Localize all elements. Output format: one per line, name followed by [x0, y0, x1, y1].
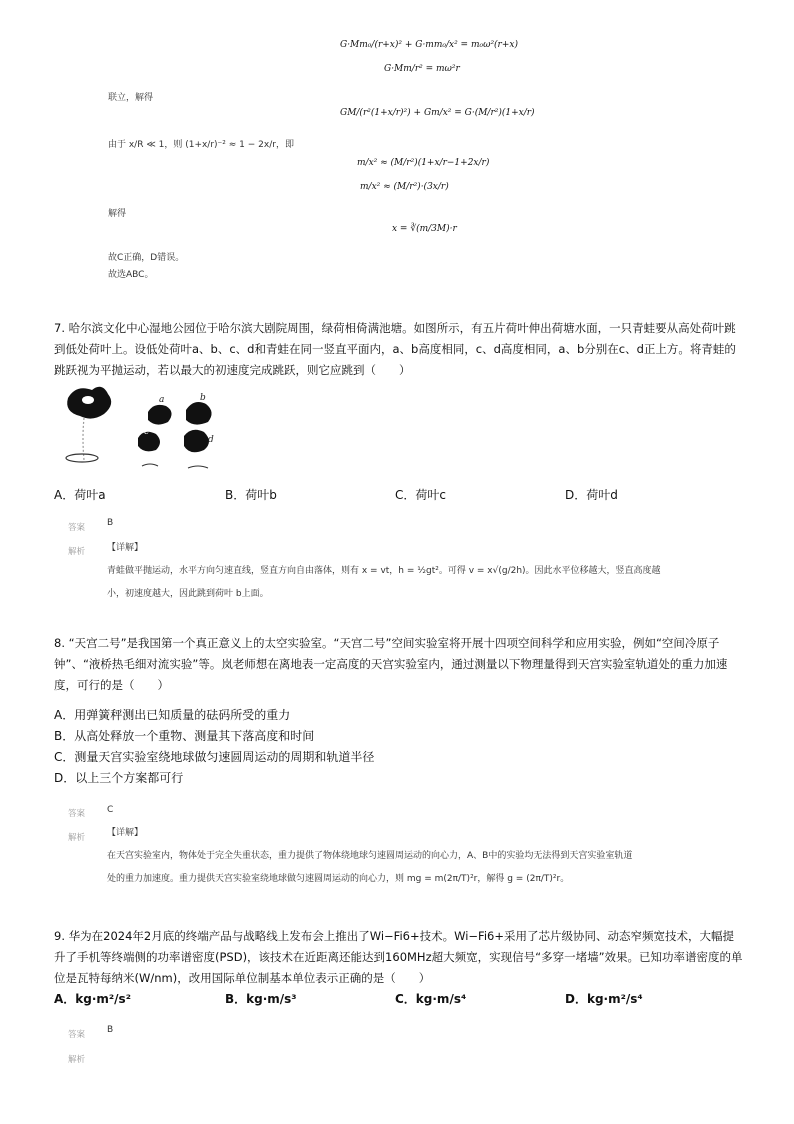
conclusion-line-2: 故选ABC。	[108, 270, 154, 280]
equation-1: G·Mm₀/(r+x)² + G·mm₀/x² = m₀ω²(r+x)	[340, 40, 518, 50]
q7-answer-label: 答案	[68, 523, 86, 533]
question-9-number: 9.	[54, 929, 65, 943]
q8-analysis-head: 【详解】	[107, 828, 144, 838]
question-7-body: 哈尔滨文化中心湿地公园位于哈尔滨大剧院周围，绿荷相倚满池塘。如图所示，有五片荷叶伸出荷塘水面，一只青蛙要从高处荷叶跳到低处荷叶上。设低处荷叶a、b、c、d和青蛙在同一竖直平面内，a、b高度相同，c、d高度相同，a、b分别在c、d正上方。将青蛙的跳跃视为平抛运动，若以最大的初速度完成跳跃，则它应跳到（ ）	[54, 321, 736, 377]
q8-answer-label: 答案	[68, 809, 86, 819]
q9-answer-label: 答案	[68, 1030, 86, 1040]
question-7-text	[54, 318, 744, 381]
equation-3: GM/(r²(1+x/r)²) + Gm/x² = G·(M/r²)(1+x/r)	[340, 108, 535, 118]
q7-analysis-label: 解析	[68, 547, 86, 557]
side-note-combine: 联立，解得	[108, 93, 154, 103]
q7-answer-value: B	[107, 518, 114, 528]
figure-label-b: b	[200, 393, 206, 403]
figure-label-d: d	[208, 435, 214, 445]
q8-option-c: C．测量天宫实验室绕地球做匀速圆周运动的周期和轨道半径	[54, 750, 375, 764]
q7-option-c: C．荷叶c	[395, 488, 446, 502]
q8-analysis-label: 解析	[68, 833, 86, 843]
equation-2: G·Mm/r² = mω²r	[384, 64, 460, 74]
q7-analysis-head: 【详解】	[107, 543, 144, 553]
question-7-number: 7.	[54, 321, 65, 335]
q7-analysis-line-2: 小，初速度越大，因此跳到荷叶 b上面。	[107, 589, 269, 599]
q9-analysis-label: 解析	[68, 1055, 86, 1065]
q9-option-a: A．kg·m²/s²	[54, 992, 131, 1006]
q8-option-b: B．从高处释放一个重物、测量其下落高度和时间	[54, 729, 315, 743]
question-8-text	[54, 633, 744, 696]
side-note-since: 由于 x/R ≪ 1，则 (1+x/r)⁻² ≈ 1 − 2x/r，即	[108, 140, 294, 150]
q8-answer-value: C	[107, 805, 114, 815]
q8-option-d: D．以上三个方案都可行	[54, 771, 184, 785]
figure-label-c: c	[144, 427, 150, 437]
q9-answer-value: B	[107, 1025, 114, 1035]
q9-option-d: D．kg·m²/s⁴	[565, 992, 643, 1006]
q7-option-a: A．荷叶a	[54, 488, 106, 502]
q7-option-d: D．荷叶d	[565, 488, 618, 502]
question-9-text	[54, 926, 744, 989]
q8-analysis-line-1: 在天宫实验室内，物体处于完全失重状态，重力提供了物体绕地球匀速圆周运动的向心力，A、B中的实验均无法得到天宫实验室轨道	[107, 851, 633, 861]
question-8-number: 8.	[54, 636, 65, 650]
conclusion-line-1: 故C正确，D错误。	[108, 253, 185, 263]
side-note-solve: 解得	[108, 209, 127, 219]
question-9-body: 华为在2024年2月底的终端产品与战略线上发布会上推出了Wi−Fi6+技术。Wi−Fi6+采用了芯片级协同、动态窄频宽技术，大幅提升了手机等终端侧的功率谱密度(PSD)，该技术在近距离还能达到160MHz超大频宽，实现信号“多穿一堵墙”效果。已知功率谱密度的单位是瓦特每纳米(W/nm)，改用国际单位制基本单位表示正确的是（ ）	[54, 929, 743, 985]
lotus-leaf-figure	[58, 382, 228, 482]
q9-option-c: C．kg·m/s⁴	[395, 992, 467, 1006]
q7-option-b: B．荷叶b	[225, 488, 277, 502]
figure-label-a: a	[159, 395, 165, 405]
q8-analysis-line-2: 处的重力加速度。重力提供天宫实验室绕地球做匀速圆周运动的向心力，则 mg = m(2π/T)²r，解得 g = (2π/T)²r。	[107, 874, 570, 884]
equation-4: m/x² ≈ (M/r²)(1+x/r−1+2x/r)	[357, 158, 490, 168]
q8-option-a: A．用弹簧秤测出已知质量的砝码所受的重力	[54, 708, 291, 722]
q9-option-b: B．kg·m/s³	[225, 992, 297, 1006]
q7-analysis-line-1: 青蛙做平抛运动，水平方向匀速直线，竖直方向自由落体，则有 x = vt，h = ½gt²。可得 v = x√(g/2h)。因此水平位移越大，竖直高度越	[107, 566, 661, 576]
question-8-body: “天宫二号”是我国第一个真正意义上的太空实验室。“天宫二号”空间实验室将开展十四项空间科学和应用实验，例如“空间冷原子钟”、“液桥热毛细对流实验”等。岚老师想在离地表一定高度的天宫实验室内，通过测量以下物理量得到天宫实验室轨道处的重力加速度，可行的是（ ）	[54, 636, 728, 692]
equation-6: x = ∛(m/3M)·r	[392, 224, 457, 234]
equation-5: m/x² ≈ (M/r²)·(3x/r)	[360, 182, 449, 192]
